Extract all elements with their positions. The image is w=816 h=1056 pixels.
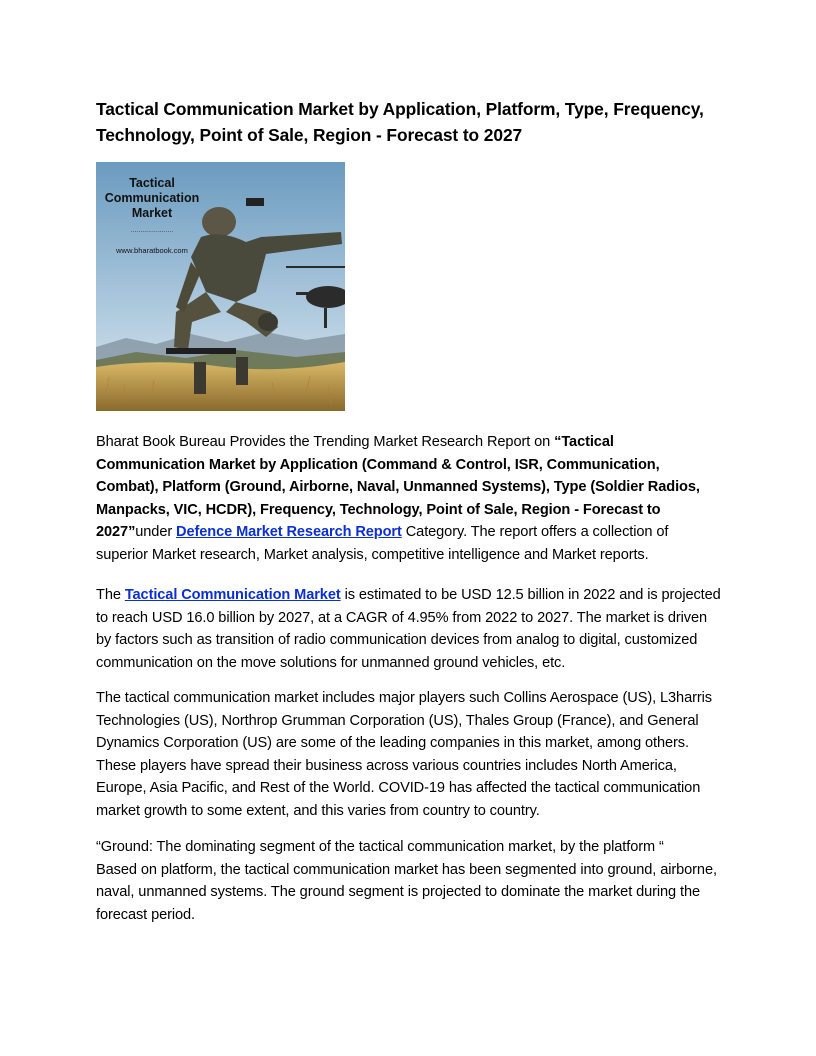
cover-title-line-1: Tactical [129,176,175,190]
ground-segment-heading: “Ground: The dominating segment of the tactical communication market, by the platform “ [96,839,664,855]
intro-text: Bharat Book Bureau Provides the Trending Market Research Report on [96,434,555,450]
cover-image [96,162,345,411]
cover-dots: ...................... [130,227,174,234]
ground-segment-text: Based on platform, the tactical communication market has been segmented into ground, airborne, naval, unmanned systems. The ground segment is projected to dominate the market during the forecast period. [96,861,717,923]
under-text: under [135,524,177,541]
document-header [96,96,720,148]
cover-website: www.bharatbook.com [116,246,188,255]
intro-tail-text: Category. The report offers a collection of superior Market research, Market analysis, competitive intelligence and Market reports. [96,524,669,563]
title-line-1: Tactical Communication Market by Application, Platform, Type, Frequency, [96,99,704,119]
cover-title-line-3: Market [131,206,173,220]
report-title-text: “Tactical Communication Market by Application (Command & Control, ISR, Communication, Combat), Platform (Ground, Airborne, Naval, Unmanned Systems), Type (Soldier Radios, Manpacks, VIC, HCDR), Frequency, Technology, Point of Sale, Region - Forecast to 2027” [96,434,700,541]
players-paragraph: The tactical communication market includes major players such Collins Aerospace (US), L3harris Technologies (US), Northrop Grumman Corporation (US), Thales Group (France), and General Dynamics Corporation (US) are some of the leading companies in this market, among others. These players have spread their business across various countries includes North America, Europe, Asia Pacific, and Rest of the World. COVID-19 has affected the tactical communication market growth to some extent, and this varies from country to country. [96,690,712,819]
tactical-communication-market-link[interactable]: Tactical Communication Market [124,587,341,603]
intro-paragraph [96,431,722,567]
market-size-text: is estimated to be USD 12.5 billion in 2022 and is projected to reach USD 16.0 billion by 2027, at a CAGR of 4.95% from 2022 to 2027. The market is driven by factors such as transition of radio communication devices from analog to digital, customized communication on the move solutions for unmanned ground vehicles, etc. [96,587,721,671]
title-line-2: Technology, Point of Sale, Region - Forecast to 2027 [96,125,523,145]
cover-title-line-2: Communication [104,191,200,205]
document-title [96,96,720,148]
the-text: The [96,587,125,603]
defence-category-link[interactable]: Defence Market Research Report [176,524,402,541]
ground-segment-paragraph [96,836,722,926]
market-size-paragraph [96,584,722,674]
